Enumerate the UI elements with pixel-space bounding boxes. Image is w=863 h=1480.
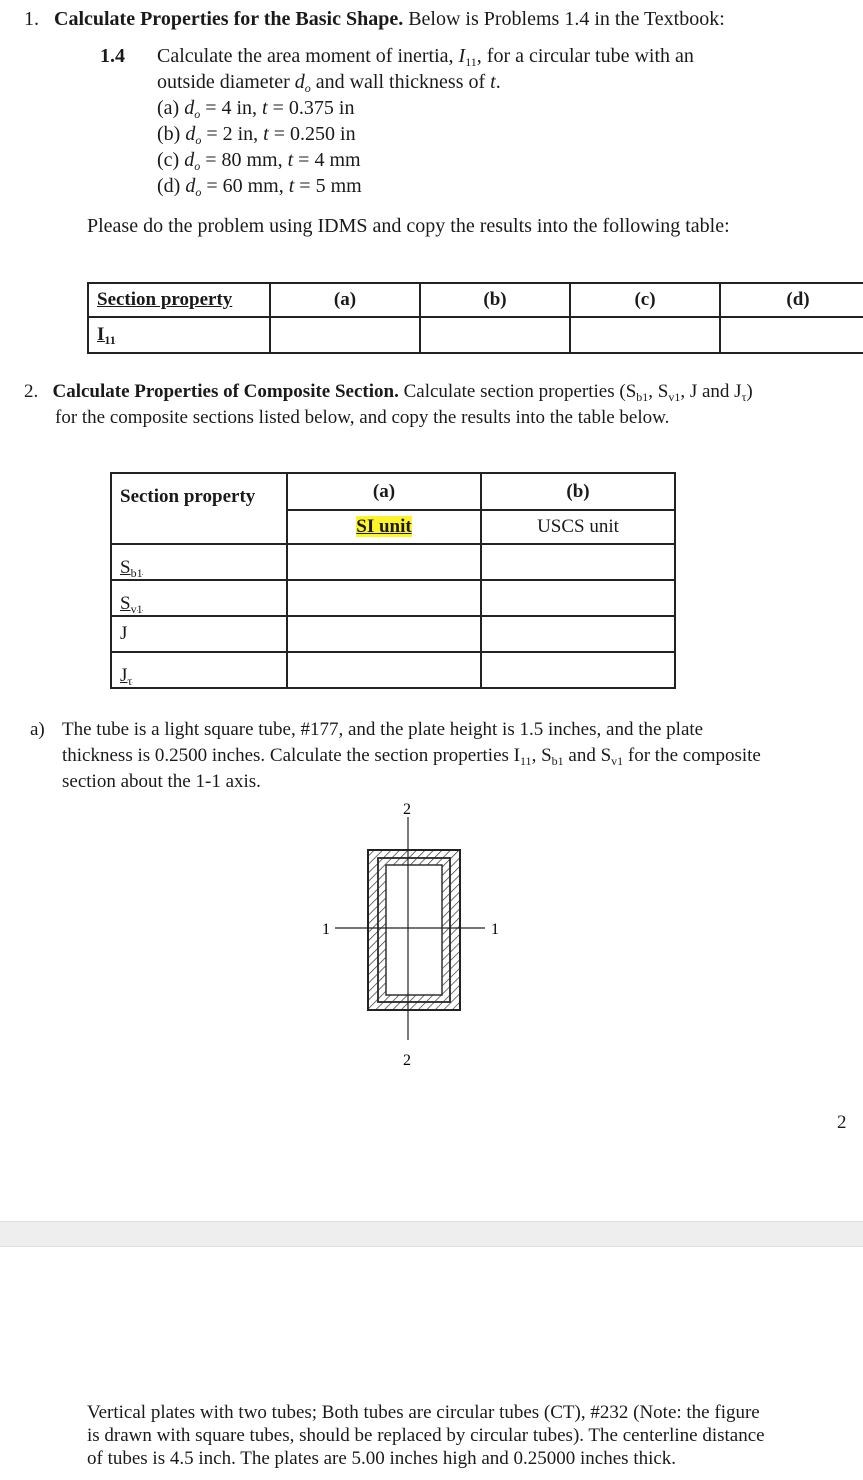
- q2-cell-j-b[interactable]: [481, 616, 675, 652]
- problem-line-2: outside diameter $d_o$ and wall thickness of t.: [157, 71, 501, 95]
- q1-lead: Below is Problems 1.4 in the Textbook:: [403, 8, 725, 30]
- q2-row-label-jt: $J_\tau$: [111, 652, 287, 688]
- q2-row-label-sv1: $S_{v1}$: [111, 580, 287, 616]
- q1-cell-a[interactable]: [270, 317, 420, 353]
- axis-label-left: 1: [322, 921, 330, 938]
- q2-cell-jt-a[interactable]: [287, 652, 481, 688]
- q1-number: 1.: [24, 8, 39, 30]
- next-page-line-3: of tubes is 4.5 inch. The plates are 5.00 inches high and 0.25000 inches thick.: [87, 1448, 677, 1469]
- q1-instruction: Please do the problem using IDMS and copy the results into the following table:: [87, 215, 730, 237]
- page-break: [0, 1221, 863, 1247]
- case-c: (c) $d_o = 80$ mm, t = 4 mm: [157, 149, 361, 173]
- case-d: (d) $d_o = 60$ mm, t = 5 mm: [157, 175, 362, 199]
- axis-label-bottom: 2: [403, 1052, 411, 1069]
- q1-col-header-property: Section property: [88, 283, 270, 317]
- case-a: (a) $d_o = 4$ in, t = 0.375 in: [157, 97, 355, 121]
- q1-title: Calculate Properties for the Basic Shape.: [54, 8, 404, 30]
- axis-label-right: 1: [491, 921, 499, 938]
- q1-col-header-c: (c): [570, 283, 720, 317]
- next-page-line-1: Vertical plates with two tubes; Both tubes are circular tubes (CT), #232 (Note: the figure: [87, 1402, 760, 1423]
- part-a-line-1: The tube is a light square tube, #177, and the plate height is 1.5 inches, and the plate: [62, 719, 704, 740]
- case-b: (b) $d_o = 2$ in, t = 0.250 in: [157, 123, 356, 147]
- q2-cell-j-a[interactable]: [287, 616, 481, 652]
- q2-table: [110, 472, 676, 689]
- q1-col-header-a: (a): [270, 283, 420, 317]
- q2-cell-sv1-b[interactable]: [481, 580, 675, 616]
- q2-unit-uscs: USCS unit: [481, 510, 675, 544]
- q2-col-header-property: Section property: [111, 473, 287, 544]
- next-page-line-2: is drawn with square tubes, should be replaced by circular tubes). The centerline distance: [87, 1425, 765, 1446]
- part-a-line-2: thickness is 0.2500 inches. Calculate the section properties $I_{11}$, $S_{b1}$ and $S_{v1}$ for the composite: [62, 745, 761, 768]
- problem-line-1: Calculate the area moment of inertia, $I_{11}$, for a circular tube with an: [157, 45, 694, 69]
- q1-cell-d[interactable]: [720, 317, 863, 353]
- q2-cell-jt-b[interactable]: [481, 652, 675, 688]
- q1-cell-c[interactable]: [570, 317, 720, 353]
- q1-cell-b[interactable]: [420, 317, 570, 353]
- q1-col-header-d: (d): [720, 283, 863, 317]
- q2-row-label-sb1: $S_{b1}$: [111, 544, 287, 580]
- q2-title: Calculate Properties of Composite Section.: [52, 381, 399, 402]
- problem-number: 1.4: [100, 45, 125, 67]
- q2-heading: 2. Calculate Properties of Composite Section. Calculate section properties ($S_{b1}$, $S_{v1}$, J and $J_\tau$): [24, 381, 753, 404]
- q2-number: 2.: [24, 381, 39, 402]
- q2-cell-sb1-b[interactable]: [481, 544, 675, 580]
- q2-cell-sv1-a[interactable]: [287, 580, 481, 616]
- q1-row-label-i11: $I_{11}$: [88, 317, 270, 353]
- composite-section-figure: [310, 795, 510, 1075]
- q2-col-header-a: (a): [287, 473, 481, 510]
- q2-unit-si: SI unit: [287, 510, 481, 544]
- q2-cell-sb1-a[interactable]: [287, 544, 481, 580]
- q2-row-label-j: J: [111, 616, 287, 652]
- axis-label-top: 2: [403, 801, 411, 818]
- part-a-line-3: section about the 1-1 axis.: [62, 771, 261, 792]
- q2-col-header-b: (b): [481, 473, 675, 510]
- q1-heading: [24, 8, 725, 31]
- q2-line-2: for the composite sections listed below, and copy the results into the table below.: [55, 407, 670, 428]
- part-a-label: a): [30, 719, 45, 740]
- tube-inner: [386, 865, 442, 995]
- page-number: 2: [837, 1112, 847, 1133]
- q1-table: [87, 282, 863, 354]
- next-page-paragraph: [87, 1400, 857, 1472]
- q1-col-header-b: (b): [420, 283, 570, 317]
